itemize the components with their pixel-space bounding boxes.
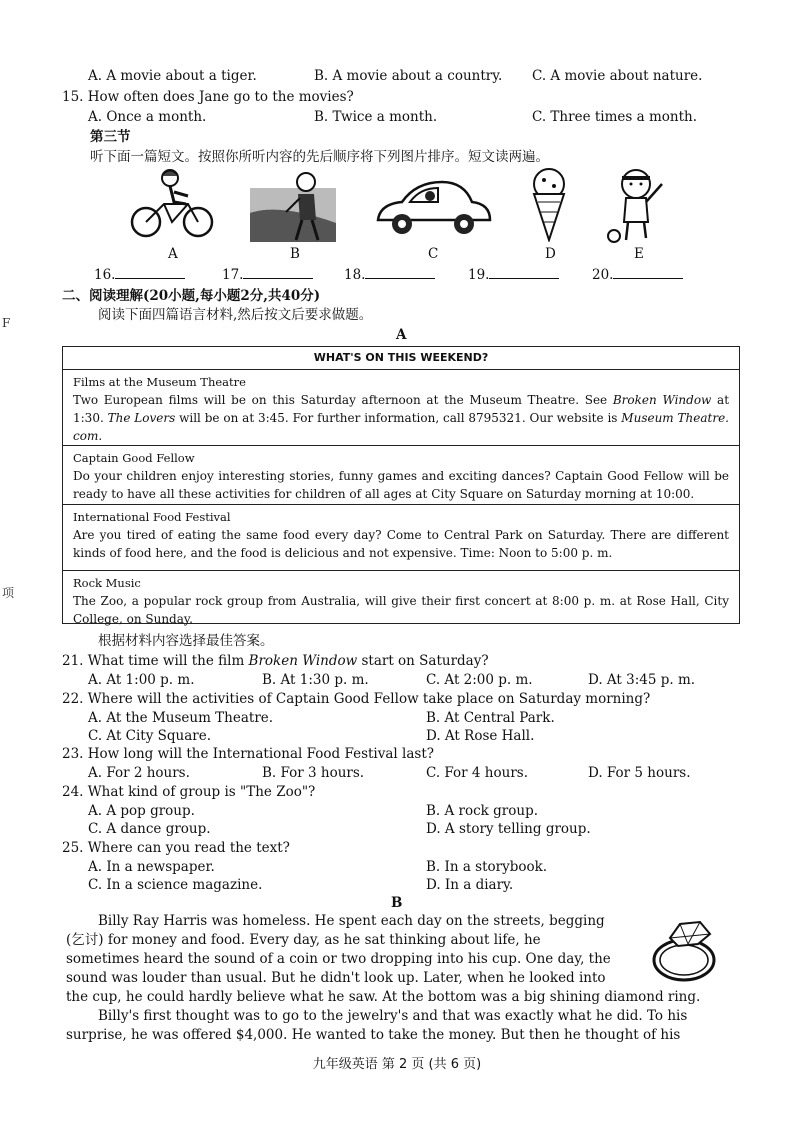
q23-option-a: A. For 2 hours. <box>88 765 190 781</box>
picture-label-c: C <box>428 246 439 262</box>
q14-option-c: C. A movie about nature. <box>532 68 703 84</box>
blank-line <box>613 266 683 279</box>
text-span: start on Saturday? <box>357 653 489 669</box>
passage-b-line-1: Billy Ray Harris was homeless. He spent each day on the streets, begging <box>98 913 605 929</box>
hiker-picture <box>250 168 336 242</box>
blank-line <box>115 266 185 279</box>
q24-question: 24. What kind of group is "The Zoo"? <box>62 784 316 800</box>
section-body: Do your children enjoy interesting stories, funny games and exciting dances? Captain Good Fellow will be ready to have all these activities for children of all ages at City Square on Saturday morning at 10:00. <box>73 469 729 501</box>
section-body: The Zoo, a popular rock group from Australia, will give their first concert at 8:00 p. m. at Rose Hall, City College, on Sunday. <box>73 594 729 626</box>
passage-b-line-5: the cup, he could hardly believe what he saw. At the bottom was a big shining diamond ring. <box>66 989 701 1005</box>
diamond-ring-picture <box>648 914 722 984</box>
picture-label-d: D <box>545 246 556 262</box>
text-span: at 1:30. <box>73 393 730 425</box>
blank-number: 17. <box>222 267 244 283</box>
section-head: International Food Festival <box>73 510 231 524</box>
text-span: Two European films will be on this Saturday afternoon at the Museum Theatre. See <box>73 393 613 407</box>
q15-question: 15. How often does Jane go to the movies? <box>62 89 354 105</box>
picture-label-e: E <box>634 246 644 262</box>
q21-option-d: D. At 3:45 p. m. <box>588 672 696 688</box>
q22-option-b: B. At Central Park. <box>426 710 555 726</box>
section-body <box>73 391 729 445</box>
q23-option-d: D. For 5 hours. <box>588 765 691 781</box>
blank-number: 20. <box>592 267 614 283</box>
q23-option-c: C. For 4 hours. <box>426 765 529 781</box>
boy-with-ball-picture <box>600 166 672 244</box>
passage-b-line-4: sound was louder than usual. But he didn't look up. Later, when he looked into <box>66 970 606 986</box>
text-span: . <box>98 429 103 443</box>
film-title: The Lovers <box>107 411 176 425</box>
section-body: Are you tired of eating the same food every day? Come to Central Park on Saturday. There are different kinds of food here, and the food is delicious and not expensive. Time: Noon to 5:00 p. m. <box>73 528 729 560</box>
passage-b-line-3: sometimes heard the sound of a coin or two dropping into his cup. One day, the <box>66 951 611 967</box>
section-captain <box>63 446 739 505</box>
blank-number: 18. <box>344 267 366 283</box>
q23-question: 23. How long will the International Food Festival last? <box>62 746 434 762</box>
picture-label-b: B <box>290 246 300 262</box>
q22-option-a: A. At the Museum Theatre. <box>88 710 274 726</box>
part2-instruction: 阅读下面四篇语言材料,然后按文后要求做题。 <box>98 307 373 323</box>
q22-option-c: C. At City Square. <box>88 728 212 744</box>
answer-blank-19[interactable] <box>468 266 559 284</box>
answer-blank-20[interactable] <box>592 266 683 284</box>
passage-b-line-7: surprise, he was offered $4,000. He wanted to take the money. But then he thought of his <box>66 1027 681 1043</box>
q24-option-a: A. A pop group. <box>88 803 195 819</box>
passage-b-line-6: Billy's first thought was to go to the jewelry's and that was exactly what he did. To his <box>98 1008 688 1024</box>
blank-number: 19. <box>468 267 490 283</box>
answer-blank-18[interactable] <box>344 266 435 284</box>
section-head: Rock Music <box>73 576 141 590</box>
answer-blank-16[interactable] <box>94 266 185 284</box>
q22-option-d: D. At Rose Hall. <box>426 728 535 744</box>
q15-option-b: B. Twice a month. <box>314 109 438 125</box>
blank-line <box>365 266 435 279</box>
q22-question: 22. Where will the activities of Captain Good Fellow take place on Saturday morning? <box>62 691 651 707</box>
page-footer: 九年级英语 第 2 页 (共 6 页) <box>312 1057 482 1072</box>
q21-option-a: A. At 1:00 p. m. <box>88 672 195 688</box>
website: Museum Theatre. com <box>73 411 729 443</box>
q25-option-a: A. In a newspaper. <box>88 859 215 875</box>
cyclist-picture <box>128 168 216 242</box>
part2-title: 二、阅读理解(20小题,每小题2分,共40分) <box>62 288 321 304</box>
answer-blank-17[interactable] <box>222 266 313 284</box>
section3-title: 第三节 <box>90 129 131 145</box>
section-rock <box>63 571 739 630</box>
passage-b-line-2: (乞讨) for money and food. Every day, as he sat thinking about life, he <box>66 932 541 948</box>
ice-cream-picture <box>528 166 570 242</box>
q14-option-b: B. A movie about a country. <box>314 68 503 84</box>
q14-option-a: A. A movie about a tiger. <box>88 68 257 84</box>
passage-a-instruction: 根据材料内容选择最佳答案。 <box>98 633 274 649</box>
q25-option-c: C. In a science magazine. <box>88 877 263 893</box>
text-span: 21. What time will the film <box>62 653 249 669</box>
section-head: Captain Good Fellow <box>73 451 195 465</box>
margin-mark: F <box>2 316 11 330</box>
picture-label-a: A <box>168 246 178 262</box>
section-food <box>63 505 739 571</box>
q21-option-b: B. At 1:30 p. m. <box>262 672 369 688</box>
box-title: WHAT'S ON THIS WEEKEND? <box>63 347 739 370</box>
q24-option-d: D. A story telling group. <box>426 821 591 837</box>
section-head: Films at the Museum Theatre <box>73 375 246 389</box>
film-title: Broken Window <box>612 393 712 407</box>
passage-a-label: A <box>396 327 407 343</box>
q25-question: 25. Where can you read the text? <box>62 840 290 856</box>
q25-option-d: D. In a diary. <box>426 877 514 893</box>
q25-option-b: B. In a storybook. <box>426 859 548 875</box>
passage-b-label: B <box>391 895 403 911</box>
q15-option-a: A. Once a month. <box>88 109 207 125</box>
q15-option-c: C. Three times a month. <box>532 109 697 125</box>
film-title: Broken Window <box>248 653 358 669</box>
blank-number: 16. <box>94 267 116 283</box>
blank-line <box>489 266 559 279</box>
q24-option-c: C. A dance group. <box>88 821 211 837</box>
car-picture <box>372 176 494 240</box>
q21-option-c: C. At 2:00 p. m. <box>426 672 533 688</box>
q24-option-b: B. A rock group. <box>426 803 539 819</box>
margin-mark: 项 <box>2 586 15 600</box>
q21-question <box>62 652 489 670</box>
section-films <box>63 370 739 446</box>
text-span: will be on at 3:45. For further information, call 8795321. Our website is <box>175 411 622 425</box>
whats-on-box <box>62 346 740 624</box>
q23-option-b: B. For 3 hours. <box>262 765 365 781</box>
blank-line <box>243 266 313 279</box>
section3-instruction: 听下面一篇短文。按照你所听内容的先后顺序将下列图片排序。短文读两遍。 <box>90 149 549 165</box>
